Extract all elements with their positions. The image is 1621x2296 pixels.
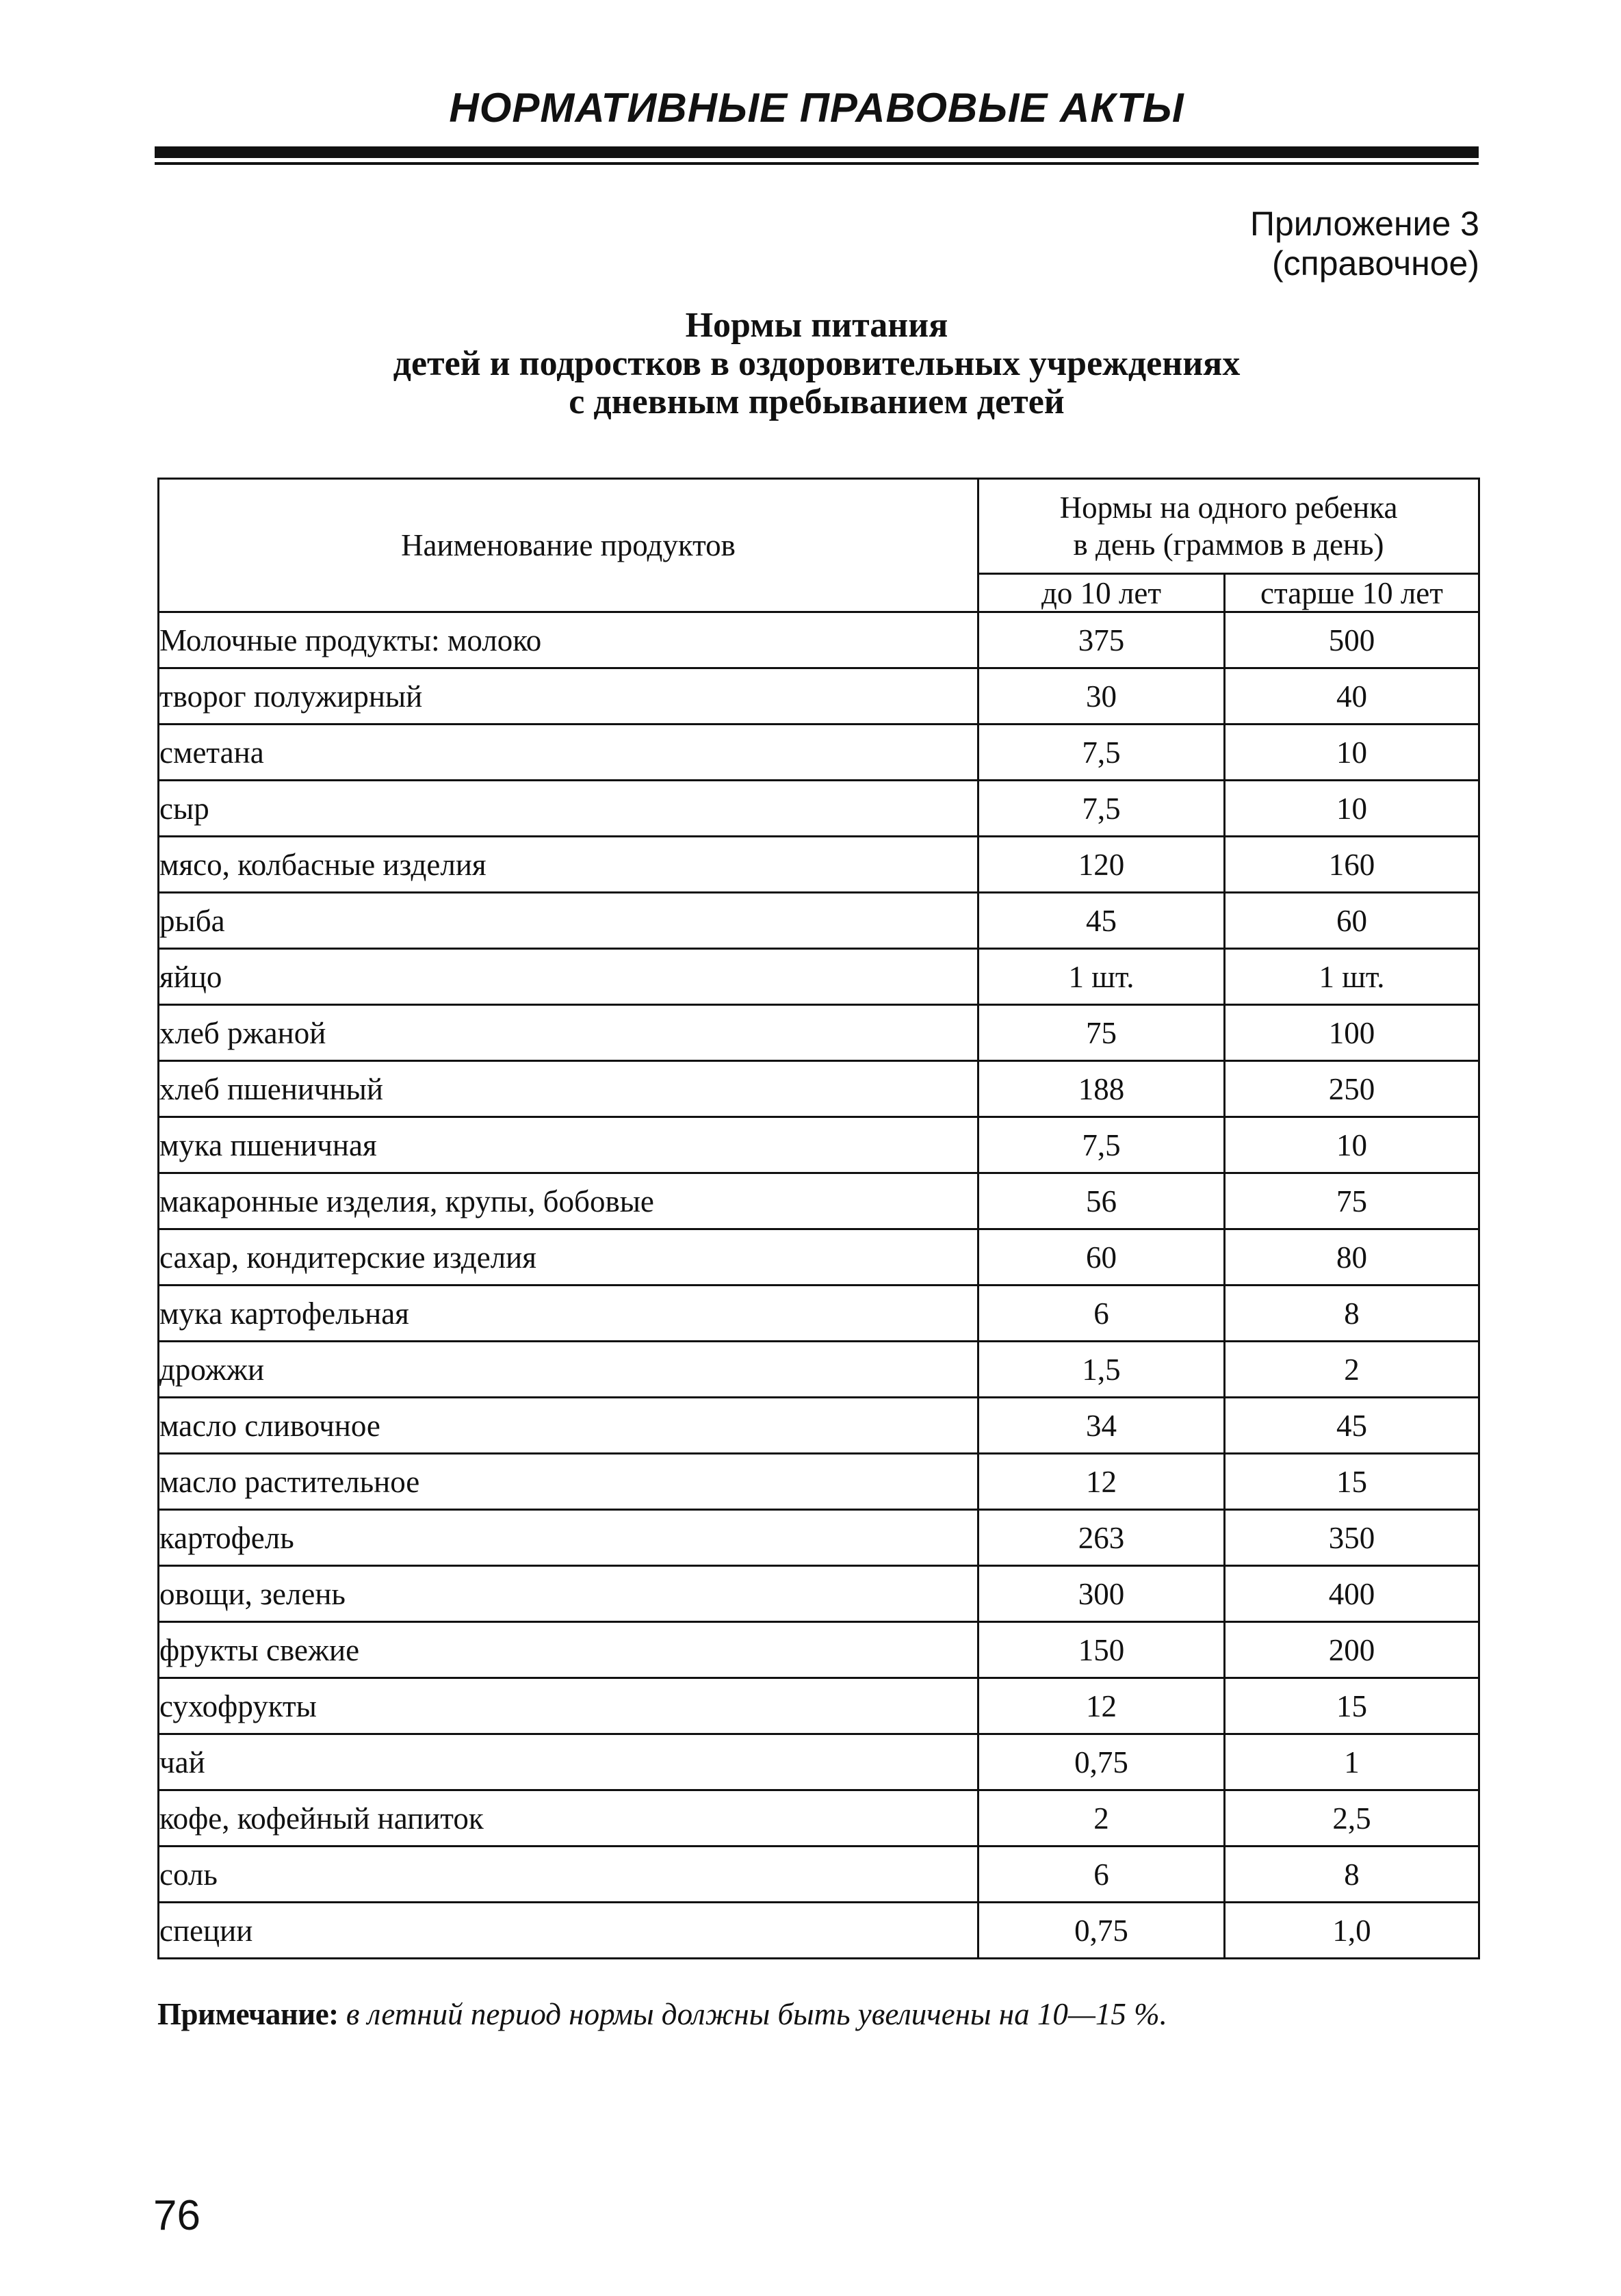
document-title: [155, 306, 1479, 421]
norm-under-10-cell: 0,75: [978, 1734, 1225, 1790]
header-rule-thick: [155, 146, 1479, 158]
norm-over-10-cell: 1: [1225, 1734, 1479, 1790]
norm-over-10-cell: 100: [1225, 1005, 1479, 1061]
header-rule-thin: [155, 162, 1479, 165]
product-name-cell: специи: [159, 1903, 978, 1959]
product-name-cell: сухофрукты: [159, 1678, 978, 1734]
product-name-cell: чай: [159, 1734, 978, 1790]
footnote-label: Примечание:: [157, 1997, 339, 2031]
norm-under-10-cell: 6: [978, 1847, 1225, 1903]
header-norms-group: [978, 479, 1479, 574]
product-name-cell: кофе, кофейный напиток: [159, 1790, 978, 1847]
product-name-cell: картофель: [159, 1510, 978, 1566]
norm-under-10-cell: 45: [978, 893, 1225, 949]
norm-over-10-cell: 2,5: [1225, 1790, 1479, 1847]
norm-over-10-cell: 75: [1225, 1173, 1479, 1229]
product-name-cell: мука пшеничная: [159, 1117, 978, 1173]
norm-over-10-cell: 250: [1225, 1061, 1479, 1117]
table-row: [159, 1117, 1479, 1173]
norm-under-10-cell: 6: [978, 1286, 1225, 1342]
norm-under-10-cell: 34: [978, 1398, 1225, 1454]
table-row: [159, 1398, 1479, 1454]
product-name-cell: сыр: [159, 781, 978, 837]
table-row: [159, 1454, 1479, 1510]
table-row: [159, 1734, 1479, 1790]
table-row: [159, 612, 1479, 668]
norm-under-10-cell: 12: [978, 1454, 1225, 1510]
table-row: [159, 668, 1479, 725]
norm-under-10-cell: 56: [978, 1173, 1225, 1229]
norm-under-10-cell: 60: [978, 1229, 1225, 1286]
product-name-cell: яйцо: [159, 949, 978, 1005]
table-row: [159, 1903, 1479, 1959]
norm-under-10-cell: 1,5: [978, 1342, 1225, 1398]
header-over-10: старше 10 лет: [1225, 574, 1479, 612]
norm-over-10-cell: 2: [1225, 1342, 1479, 1398]
appendix-label: [1250, 204, 1479, 283]
norm-under-10-cell: 30: [978, 668, 1225, 725]
norm-over-10-cell: 500: [1225, 612, 1479, 668]
norm-over-10-cell: 10: [1225, 1117, 1479, 1173]
table-row: [159, 837, 1479, 893]
appendix-number: Приложение 3: [1250, 205, 1479, 243]
table-row: [159, 1342, 1479, 1398]
appendix-type: (справочное): [1272, 244, 1479, 283]
header-norms-line-1: Нормы на одного ребенка: [1059, 491, 1398, 525]
table-row: [159, 1622, 1479, 1678]
table-row: [159, 893, 1479, 949]
norm-under-10-cell: 7,5: [978, 1117, 1225, 1173]
product-name-cell: Молочные продукты: молоко: [159, 612, 978, 668]
title-line-3: с дневным пребыванием детей: [569, 382, 1065, 421]
norm-over-10-cell: 10: [1225, 781, 1479, 837]
norm-over-10-cell: 15: [1225, 1454, 1479, 1510]
product-name-cell: рыба: [159, 893, 978, 949]
norm-over-10-cell: 200: [1225, 1622, 1479, 1678]
table-row: [159, 1847, 1479, 1903]
table-row: [159, 1229, 1479, 1286]
table-row: [159, 1061, 1479, 1117]
table-row: [159, 1510, 1479, 1566]
product-name-cell: мука картофельная: [159, 1286, 978, 1342]
product-name-cell: макаронные изделия, крупы, бобовые: [159, 1173, 978, 1229]
product-name-cell: мясо, колбасные изделия: [159, 837, 978, 893]
product-name-cell: творог полужирный: [159, 668, 978, 725]
table-row: [159, 1005, 1479, 1061]
norm-over-10-cell: 400: [1225, 1566, 1479, 1622]
norm-over-10-cell: 80: [1225, 1229, 1479, 1286]
header-under-10: до 10 лет: [978, 574, 1225, 612]
norm-under-10-cell: 120: [978, 837, 1225, 893]
product-name-cell: масло растительное: [159, 1454, 978, 1510]
running-head: НОРМАТИВНЫЕ ПРАВОВЫЕ АКТЫ: [449, 85, 1184, 131]
product-name-cell: овощи, зелень: [159, 1566, 978, 1622]
product-name-cell: сахар, кондитерские изделия: [159, 1229, 978, 1286]
norm-over-10-cell: 60: [1225, 893, 1479, 949]
norm-under-10-cell: 375: [978, 612, 1225, 668]
table-row: [159, 949, 1479, 1005]
product-name-cell: хлеб ржаной: [159, 1005, 978, 1061]
norm-over-10-cell: 8: [1225, 1286, 1479, 1342]
header-norms-line-2: в день (граммов в день): [1073, 527, 1384, 562]
title-line-2: детей и подростков в оздоровительных учреждениях: [393, 344, 1241, 383]
norm-under-10-cell: 2: [978, 1790, 1225, 1847]
norm-over-10-cell: 1 шт.: [1225, 949, 1479, 1005]
footnote: [157, 1999, 1167, 2030]
footnote-text: в летний период нормы должны быть увеличены на 10—15 %.: [346, 1997, 1167, 2031]
page-number: 76: [153, 2192, 200, 2239]
table-row: [159, 1790, 1479, 1847]
header-product-name: Наименование продуктов: [159, 479, 978, 612]
table-row: [159, 781, 1479, 837]
table-row: [159, 1566, 1479, 1622]
norm-over-10-cell: 45: [1225, 1398, 1479, 1454]
norm-over-10-cell: 40: [1225, 668, 1479, 725]
norm-under-10-cell: 300: [978, 1566, 1225, 1622]
product-name-cell: масло сливочное: [159, 1398, 978, 1454]
norm-over-10-cell: 10: [1225, 725, 1479, 781]
norm-under-10-cell: 188: [978, 1061, 1225, 1117]
product-name-cell: соль: [159, 1847, 978, 1903]
norm-under-10-cell: 75: [978, 1005, 1225, 1061]
table-row: [159, 1678, 1479, 1734]
product-name-cell: хлеб пшеничный: [159, 1061, 978, 1117]
norm-under-10-cell: 7,5: [978, 781, 1225, 837]
norm-over-10-cell: 8: [1225, 1847, 1479, 1903]
norm-under-10-cell: 0,75: [978, 1903, 1225, 1959]
norm-over-10-cell: 1,0: [1225, 1903, 1479, 1959]
product-name-cell: дрожжи: [159, 1342, 978, 1398]
title-line-1: Нормы питания: [685, 306, 948, 345]
norm-under-10-cell: 150: [978, 1622, 1225, 1678]
norm-over-10-cell: 160: [1225, 837, 1479, 893]
norm-under-10-cell: 12: [978, 1678, 1225, 1734]
table-row: [159, 1173, 1479, 1229]
table-row: [159, 1286, 1479, 1342]
product-name-cell: фрукты свежие: [159, 1622, 978, 1678]
table-body: [159, 612, 1479, 1959]
norm-over-10-cell: 350: [1225, 1510, 1479, 1566]
nutrition-norms-table: [157, 478, 1480, 1959]
product-name-cell: сметана: [159, 725, 978, 781]
norm-under-10-cell: 263: [978, 1510, 1225, 1566]
norm-under-10-cell: 7,5: [978, 725, 1225, 781]
norm-over-10-cell: 15: [1225, 1678, 1479, 1734]
norm-under-10-cell: 1 шт.: [978, 949, 1225, 1005]
table-row: [159, 725, 1479, 781]
